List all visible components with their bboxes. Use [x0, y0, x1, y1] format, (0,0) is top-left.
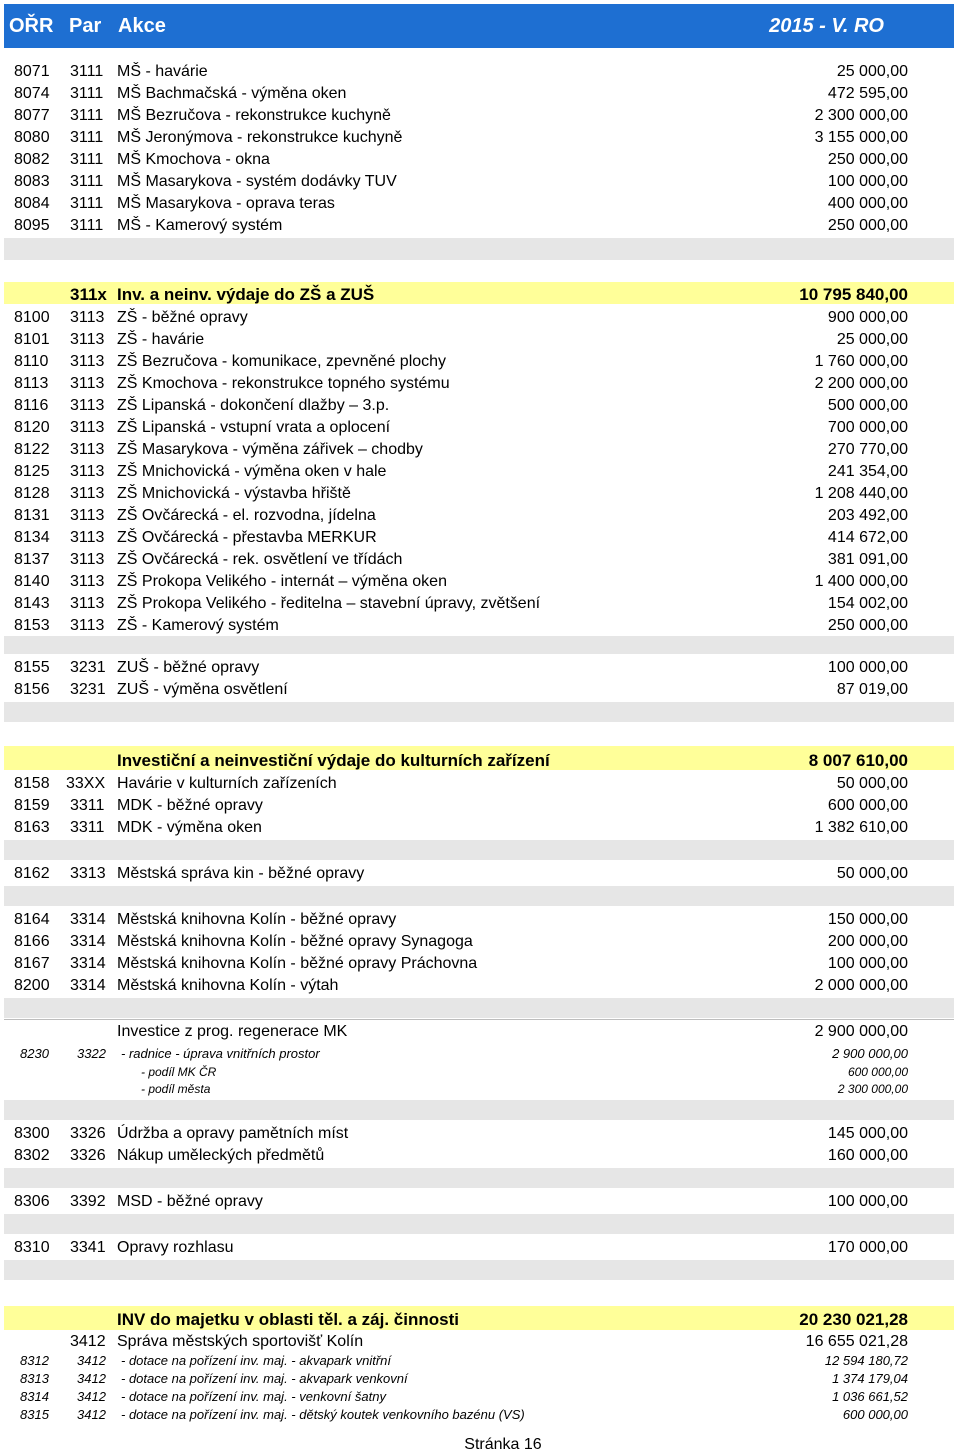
heading-desc: Inv. a neinv. výdaje do ZŠ a ZUŠ [117, 285, 375, 304]
row-desc: ZŠ Mnichovická - výstavba hřiště [117, 485, 351, 502]
row-desc: ZŠ Ovčárecká - přestavba MERKUR [117, 529, 377, 546]
table-row [0, 656, 960, 678]
row-id: 8162 [14, 865, 50, 882]
row-id: 8110 [14, 353, 49, 370]
sub-amount: 600 000,00 [847, 1065, 908, 1079]
row-id: 8122 [14, 441, 50, 458]
row-amount: 2 000 000,00 [814, 977, 908, 994]
table-row [0, 1369, 960, 1387]
row-par: 3322 [77, 1046, 106, 1061]
row-amount: 203 492,00 [827, 507, 908, 524]
table-row [0, 372, 960, 394]
table-row [0, 1190, 960, 1212]
row-id: 8143 [14, 595, 50, 612]
row-par: 3111 [70, 173, 104, 190]
row-amount: 16 655 021,28 [805, 1333, 908, 1350]
row-par: 3314 [70, 955, 106, 972]
row-par: 3113 [70, 309, 105, 326]
row-id: 8155 [14, 659, 50, 676]
row-par: 3111 [70, 129, 104, 146]
sport-subheading-row [0, 1330, 960, 1352]
table-row [0, 794, 960, 816]
row-id: 8200 [14, 977, 50, 994]
row-par: 3326 [70, 1147, 106, 1164]
row-par: 3113 [70, 419, 105, 436]
sub-row [0, 1080, 960, 1098]
row-desc: ZŠ - havárie [117, 331, 205, 348]
row-par: 3111 [70, 195, 104, 212]
row-desc: ZŠ Masarykova - výměna zářivek – chodby [117, 441, 423, 458]
row-amount: 600 000,00 [842, 1407, 908, 1422]
row-par: 3311 [70, 819, 105, 836]
row-desc: Opravy rozhlasu [117, 1239, 234, 1256]
row-amount: 3 155 000,00 [814, 129, 908, 146]
row-id: 8166 [14, 933, 50, 950]
row-desc: ZŠ Bezručova - komunikace, zpevněné plochy [117, 353, 447, 370]
table-row [0, 438, 960, 460]
row-id: 8163 [14, 819, 50, 836]
row-id: 8156 [14, 681, 50, 698]
row-id: 8125 [14, 463, 50, 480]
row-desc: Městská knihovna Kolín - běžné opravy Práchovna [117, 955, 478, 972]
row-id: 8077 [14, 107, 50, 124]
row-par: 3313 [70, 865, 106, 882]
row-amount: 200 000,00 [827, 933, 908, 950]
row-amount: 2 200 000,00 [814, 375, 908, 392]
page-number: Stránka 16 [464, 1436, 542, 1453]
table-row [0, 192, 960, 214]
table-row [0, 772, 960, 794]
row-id: 8140 [14, 573, 50, 590]
row-id: 8310 [14, 1239, 50, 1256]
separator-band [4, 636, 954, 654]
header-period: 2015 - V. RO [769, 15, 884, 37]
table-header [4, 4, 954, 48]
heading-desc: INV do majetku v oblasti těl. a záj. činnosti [117, 1310, 459, 1329]
row-par: 3113 [70, 375, 105, 392]
row-id: 8314 [20, 1389, 49, 1404]
heading-amount: 10 795 840,00 [799, 285, 908, 304]
row-amount: 25 000,00 [836, 331, 908, 348]
regenerace-title-row [0, 1020, 960, 1042]
row-amount: 400 000,00 [827, 195, 908, 212]
table-row [0, 328, 960, 350]
table-row [0, 1122, 960, 1144]
row-id: 8302 [14, 1147, 50, 1164]
row-par: 3113 [70, 529, 105, 546]
row-desc: MDK - výměna oken [117, 819, 262, 836]
row-par: 3113 [70, 595, 105, 612]
heading-desc: Investiční a neinvestiční výdaje do kulturních zařízení [117, 751, 550, 770]
table-row [0, 908, 960, 930]
row-desc: Městská knihovna Kolín - výtah [117, 977, 339, 994]
row-desc: MŠ Masarykova - oprava teras [117, 195, 335, 212]
row-amount: 150 000,00 [827, 911, 908, 928]
row-id: 8131 [14, 507, 50, 524]
row-par: 3113 [70, 463, 105, 480]
row-amount: 145 000,00 [827, 1125, 908, 1142]
row-amount: 500 000,00 [827, 397, 908, 414]
row-par: 3111 [70, 107, 104, 124]
row-par: 3341 [70, 1239, 106, 1256]
separator-band [4, 998, 954, 1018]
row-par: 33XX [66, 775, 106, 792]
row-desc: Údržba a opravy pamětních míst [117, 1125, 349, 1142]
table-row [0, 1044, 960, 1062]
row-desc: - dotace na pořízení inv. maj. - dětský koutek venkovního bazénu (VS) [121, 1407, 525, 1422]
table-row [0, 1387, 960, 1405]
row-id: 8071 [14, 63, 50, 80]
row-par: 3111 [70, 151, 104, 168]
row-amount: 1 760 000,00 [814, 353, 908, 370]
row-amount: 414 672,00 [827, 529, 908, 546]
row-par: 3113 [70, 331, 105, 348]
row-id: 8082 [14, 151, 50, 168]
row-amount: 1 374 179,04 [832, 1371, 908, 1386]
sub-row [0, 1063, 960, 1081]
row-id: 8300 [14, 1125, 50, 1142]
table-row [0, 1351, 960, 1369]
row-par: 3326 [70, 1125, 106, 1142]
row-desc: MŠ Masarykova - systém dodávky TUV [117, 173, 397, 190]
row-desc: ZŠ Kmochova - rekonstrukce topného systému [117, 375, 450, 392]
row-desc: Správa městských sportovišť Kolín [117, 1333, 364, 1350]
regenerace-title: Investice z prog. regenerace MK [117, 1023, 348, 1040]
row-desc: ZŠ Lipanská - vstupní vrata a oplocení [117, 419, 391, 436]
row-id: 8080 [14, 129, 50, 146]
row-desc: MŠ Bachmačská - výměna oken [117, 85, 347, 102]
row-par: 3412 [77, 1389, 106, 1404]
row-id: 8083 [14, 173, 50, 190]
row-amount: 50 000,00 [836, 865, 908, 882]
row-id: 8312 [20, 1353, 49, 1368]
table-row [0, 82, 960, 104]
sub-desc: - podíl MK ČR [141, 1065, 217, 1079]
row-par: 3412 [77, 1371, 106, 1386]
row-par: 3311 [70, 797, 105, 814]
row-amount: 2 900 000,00 [832, 1046, 908, 1061]
table-row [0, 126, 960, 148]
row-par: 3113 [70, 573, 105, 590]
row-par: 3412 [70, 1333, 106, 1350]
row-amount: 381 091,00 [827, 551, 908, 568]
row-id: 8167 [14, 955, 50, 972]
row-desc: MŠ - havárie [117, 63, 208, 80]
row-par: 3113 [70, 397, 105, 414]
row-desc: - radnice - úprava vnitřních prostor [121, 1046, 320, 1061]
table-row [0, 504, 960, 526]
table-row [0, 1144, 960, 1166]
table-row [0, 214, 960, 236]
row-id: 8084 [14, 195, 50, 212]
section-heading-kultura [0, 748, 960, 770]
header-akce: Akce [118, 15, 166, 37]
row-amount: 12 594 180,72 [824, 1353, 908, 1368]
table-row [0, 460, 960, 482]
row-id: 8101 [14, 331, 50, 348]
row-par: 3412 [77, 1353, 106, 1368]
row-desc: ZŠ Prokopa Velikého - internát – výměna oken [117, 573, 447, 590]
row-id: 8116 [14, 397, 49, 414]
separator-band [4, 886, 954, 906]
table-row [0, 350, 960, 372]
row-par: 3314 [70, 933, 106, 950]
table-row [0, 592, 960, 614]
row-id: 8095 [14, 217, 50, 234]
table-row [0, 170, 960, 192]
separator-band [4, 1260, 954, 1280]
heading-amount: 20 230 021,28 [799, 1310, 908, 1329]
table-row [0, 1405, 960, 1423]
row-amount: 100 000,00 [827, 659, 908, 676]
row-par: 3113 [70, 353, 105, 370]
row-id: 8153 [14, 617, 50, 634]
row-desc: - dotace na pořízení inv. maj. - akvapark vnitřní [121, 1353, 391, 1368]
row-par: 3113 [70, 617, 105, 634]
row-amount: 2 300 000,00 [814, 107, 908, 124]
table-row [0, 678, 960, 700]
row-desc: ZUŠ - výměna osvětlení [117, 681, 288, 698]
row-par: 3314 [70, 977, 106, 994]
row-par: 3231 [70, 681, 106, 698]
row-desc: Městská správa kin - běžné opravy [117, 865, 365, 882]
row-desc: - dotace na pořízení inv. maj. - akvapark venkovní [121, 1371, 408, 1386]
sub-amount: 2 300 000,00 [837, 1082, 908, 1096]
row-id: 8315 [20, 1407, 49, 1422]
table-row [0, 394, 960, 416]
row-amount: 241 354,00 [827, 463, 908, 480]
row-amount: 1 208 440,00 [814, 485, 908, 502]
row-id: 8100 [14, 309, 50, 326]
separator-band [4, 1168, 954, 1188]
row-id: 8306 [14, 1193, 50, 1210]
row-par: 3113 [70, 507, 105, 524]
separator-band [4, 702, 954, 722]
row-id: 8164 [14, 911, 50, 928]
sub-desc: - podíl města [141, 1082, 211, 1096]
separator-band [4, 1100, 954, 1120]
row-desc: Městská knihovna Kolín - běžné opravy Synagoga [117, 933, 473, 950]
row-amount: 250 000,00 [827, 151, 908, 168]
table-row [0, 526, 960, 548]
heading-par: 311x [70, 285, 107, 304]
row-amount: 700 000,00 [827, 419, 908, 436]
row-amount: 250 000,00 [827, 617, 908, 634]
row-par: 3412 [77, 1407, 106, 1422]
table-row [0, 974, 960, 996]
row-amount: 900 000,00 [827, 309, 908, 326]
header-orr: OŘR [9, 15, 54, 37]
row-id: 8134 [14, 529, 50, 546]
row-amount: 100 000,00 [827, 1193, 908, 1210]
separator-band [4, 238, 954, 260]
row-amount: 170 000,00 [827, 1239, 908, 1256]
row-desc: ZŠ - Kamerový systém [117, 617, 279, 634]
row-desc: MSD - běžné opravy [117, 1193, 263, 1210]
row-desc: MŠ Jeronýmova - rekonstrukce kuchyně [117, 129, 403, 146]
table-row [0, 816, 960, 838]
row-desc: ZŠ Prokopa Velikého - ředitelna – stavební úpravy, zvětšení [117, 595, 541, 612]
row-desc: MDK - běžné opravy [117, 797, 263, 814]
table-row [0, 952, 960, 974]
table-row [0, 306, 960, 328]
row-amount: 250 000,00 [827, 217, 908, 234]
row-desc: ZŠ Lipanská - dokončení dlažby – 3.p. [117, 397, 390, 414]
row-desc: ZŠ Ovčárecká - rek. osvětlení ve třídách [117, 551, 403, 568]
row-desc: Havárie v kulturních zařízeních [117, 775, 337, 792]
row-desc: Městská knihovna Kolín - běžné opravy [117, 911, 397, 928]
table-row [0, 570, 960, 592]
table-row [0, 862, 960, 884]
row-amount: 270 770,00 [827, 441, 908, 458]
row-par: 3231 [70, 659, 106, 676]
row-par: 3392 [70, 1193, 106, 1210]
row-amount: 100 000,00 [827, 955, 908, 972]
row-id: 8159 [14, 797, 50, 814]
row-id: 8074 [14, 85, 50, 102]
row-amount: 50 000,00 [836, 775, 908, 792]
row-id: 8158 [14, 775, 50, 792]
row-amount: 154 002,00 [827, 595, 908, 612]
table-row [0, 416, 960, 438]
regenerace-amount: 2 900 000,00 [814, 1023, 908, 1040]
row-amount: 87 019,00 [836, 681, 908, 698]
row-id: 8113 [14, 375, 49, 392]
row-amount: 160 000,00 [827, 1147, 908, 1164]
table-row [0, 1236, 960, 1258]
row-desc: ZUŠ - běžné opravy [117, 659, 260, 676]
row-par: 3111 [70, 63, 104, 80]
row-id: 8313 [20, 1371, 49, 1386]
row-par: 3111 [70, 217, 104, 234]
section-heading-zs [0, 282, 960, 304]
row-desc: MŠ - Kamerový systém [117, 217, 283, 234]
row-id: 8230 [20, 1046, 49, 1061]
row-par: 3111 [70, 85, 104, 102]
row-amount: 100 000,00 [827, 173, 908, 190]
row-id: 8128 [14, 485, 50, 502]
row-amount: 472 595,00 [827, 85, 908, 102]
row-par: 3113 [70, 551, 105, 568]
row-desc: ZŠ Mnichovická - výměna oken v hale [117, 463, 387, 480]
row-amount: 25 000,00 [836, 63, 908, 80]
table-row [0, 930, 960, 952]
row-amount: 600 000,00 [827, 797, 908, 814]
table-row [0, 548, 960, 570]
heading-amount: 8 007 610,00 [808, 751, 908, 770]
row-id: 8120 [14, 419, 50, 436]
separator-band [4, 1214, 954, 1234]
row-amount: 1 400 000,00 [814, 573, 908, 590]
row-id: 8137 [14, 551, 50, 568]
row-desc: ZŠ - běžné opravy [117, 309, 248, 326]
row-amount: 1 382 610,00 [814, 819, 908, 836]
table-row [0, 104, 960, 126]
row-desc: - dotace na pořízení inv. maj. - venkovní šatny [121, 1389, 386, 1404]
separator-band [4, 840, 954, 860]
row-desc: MŠ Kmochova - okna [117, 151, 270, 168]
table-row [0, 60, 960, 82]
table-row [0, 148, 960, 170]
section-heading-sport [0, 1307, 960, 1329]
row-desc: Nákup uměleckých předmětů [117, 1147, 325, 1164]
header-par: Par [69, 15, 102, 37]
row-par: 3113 [70, 485, 105, 502]
table-row [0, 482, 960, 504]
row-par: 3113 [70, 441, 105, 458]
row-par: 3314 [70, 911, 106, 928]
table-row [0, 614, 960, 636]
row-amount: 1 036 661,52 [832, 1389, 908, 1404]
row-desc: MŠ Bezručova - rekonstrukce kuchyně [117, 107, 391, 124]
page-footer [0, 1436, 960, 1454]
row-desc: ZŠ Ovčárecká - el. rozvodna, jídelna [117, 507, 376, 524]
